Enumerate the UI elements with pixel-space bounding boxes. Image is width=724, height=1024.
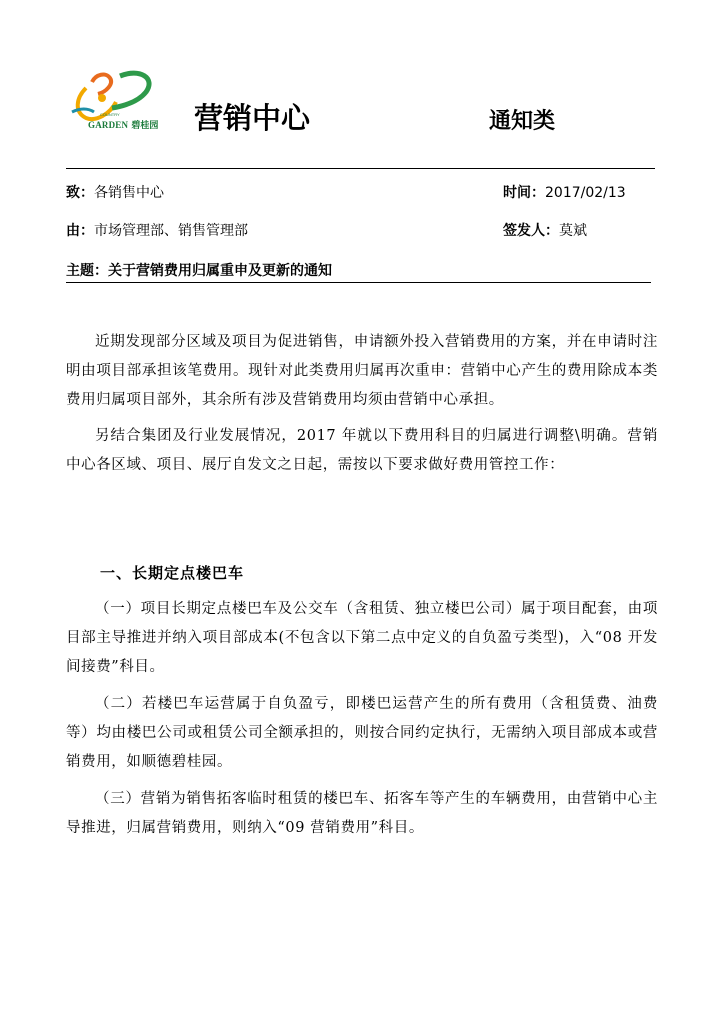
paragraph-2: 另结合集团及行业发展情况，2017 年就以下费用科目的归属进行调整\明确。营销中心各区域、项目、展厅自发文之日起，需按以下要求做好费用管控工作： [66, 428, 658, 473]
from-line [66, 220, 248, 240]
item-1: （一）项目长期定点楼巴车及公交车（含租赁、独立楼巴公司）属于项目配套，由项目部主导推进并纳入项目部成本(不包含以下第二点中定义的自负盈亏类型)，入“08 开发间接费”科目。 [66, 601, 658, 675]
body-intro [66, 328, 658, 480]
signer-line [503, 220, 587, 240]
subject-label: 主题： [66, 263, 108, 279]
header-divider [66, 168, 655, 169]
logo-swoosh-orange [92, 75, 111, 94]
subject-line [66, 260, 651, 283]
to-value: 各销售中心 [94, 185, 164, 201]
body-items [66, 595, 658, 843]
date-value: 2017/02/13 [545, 185, 626, 201]
logo-brand-zh: 碧桂园 [131, 121, 159, 131]
paragraph-1: 近期发现部分区域及项目为促进销售，申请额外投入营销费用的方案，并在申请时注明由项目部承担该笔费用。现针对此类费用归属再次重申：营销中心产生的费用除成本类费用归属项目部外，其余所有涉及营销费用均须由营销中心承担。 [66, 334, 658, 408]
signer-value: 莫斌 [559, 223, 587, 239]
logo-swoosh-teal [72, 109, 94, 112]
logo-swoosh-green [112, 73, 149, 108]
signer-label: 签发人： [503, 223, 559, 239]
logo-dot [98, 94, 106, 102]
page-title: 营销中心 [194, 101, 311, 135]
subject-value: 关于营销费用归属重申及更新的通知 [108, 263, 332, 279]
from-value: 市场管理部、销售管理部 [94, 223, 248, 239]
date-label: 时间： [503, 185, 545, 201]
to-line [66, 182, 164, 202]
document-type: 通知类 [489, 109, 556, 134]
section-heading-1: 一、长期定点楼巴车 [100, 564, 245, 582]
item-3: （三）营销为销售拓客临时租赁的楼巴车、拓客车等产生的车辆费用，由营销中心主导推进，归属营销费用，则纳入“09 营销费用”科目。 [66, 791, 658, 836]
date-line [503, 182, 626, 202]
item-2: （二）若楼巴车运营属于自负盈亏，即楼巴运营产生的所有费用（含租赁费、油费等）均由楼巴公司或租赁公司全额承担的，则按合同约定执行，无需纳入项目部成本或营销费用，如顺德碧桂园。 [66, 696, 658, 770]
to-label: 致： [66, 185, 94, 201]
from-label: 由： [66, 223, 94, 239]
logo-brand-en: GARDEN [88, 120, 129, 130]
logo-brand-text [88, 118, 158, 131]
logo-brand-small: COUNTRY [100, 112, 120, 117]
